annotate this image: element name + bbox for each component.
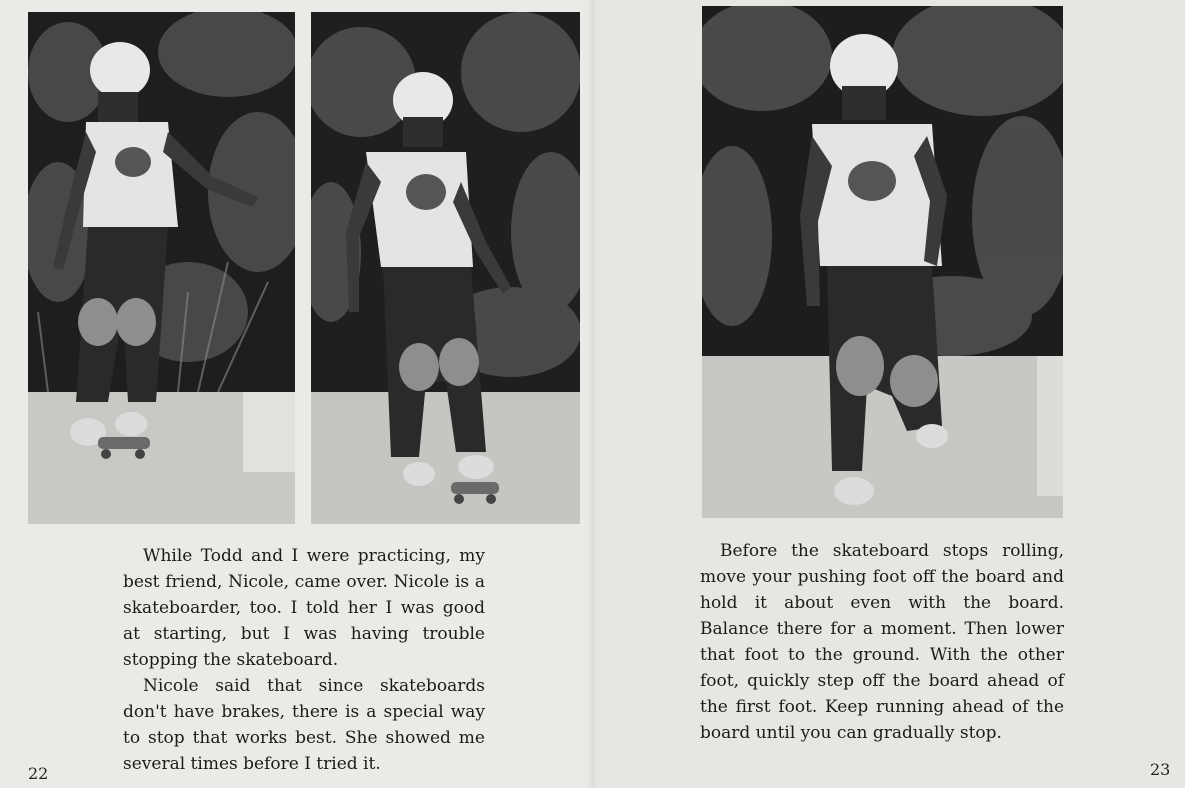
photo-skater-stepping-off bbox=[311, 12, 580, 524]
right-paragraph-1: Before the skateboard stops rolling, move your pushing foot off the board and hold it about even with the board. Balance there for a moment. Then lower that foot to the ground. With the other foot, quickly step off the board ahead of the first foot. Keep running ahead of the board until you can gradually stop. bbox=[700, 541, 1064, 743]
left-paragraph-2: Nicole said that since skateboards don't have brakes, there is a special way to stop that works best. She showed me several times before I tried it. bbox=[123, 676, 485, 774]
photo-skater-on-board bbox=[28, 12, 295, 524]
right-page-text bbox=[700, 538, 1064, 746]
left-page-text bbox=[123, 543, 485, 777]
photo-skater-running-stop bbox=[702, 6, 1063, 518]
book-gutter bbox=[586, 0, 598, 788]
left-paragraph-1: While Todd and I were practicing, my best friend, Nicole, came over. Nicole is a skateboarder, too. I told her I was good at starting, but I was having trouble stopping the skateboard. bbox=[123, 546, 485, 670]
left-page-number: 22 bbox=[28, 764, 49, 783]
right-page-number: 23 bbox=[1150, 760, 1171, 779]
